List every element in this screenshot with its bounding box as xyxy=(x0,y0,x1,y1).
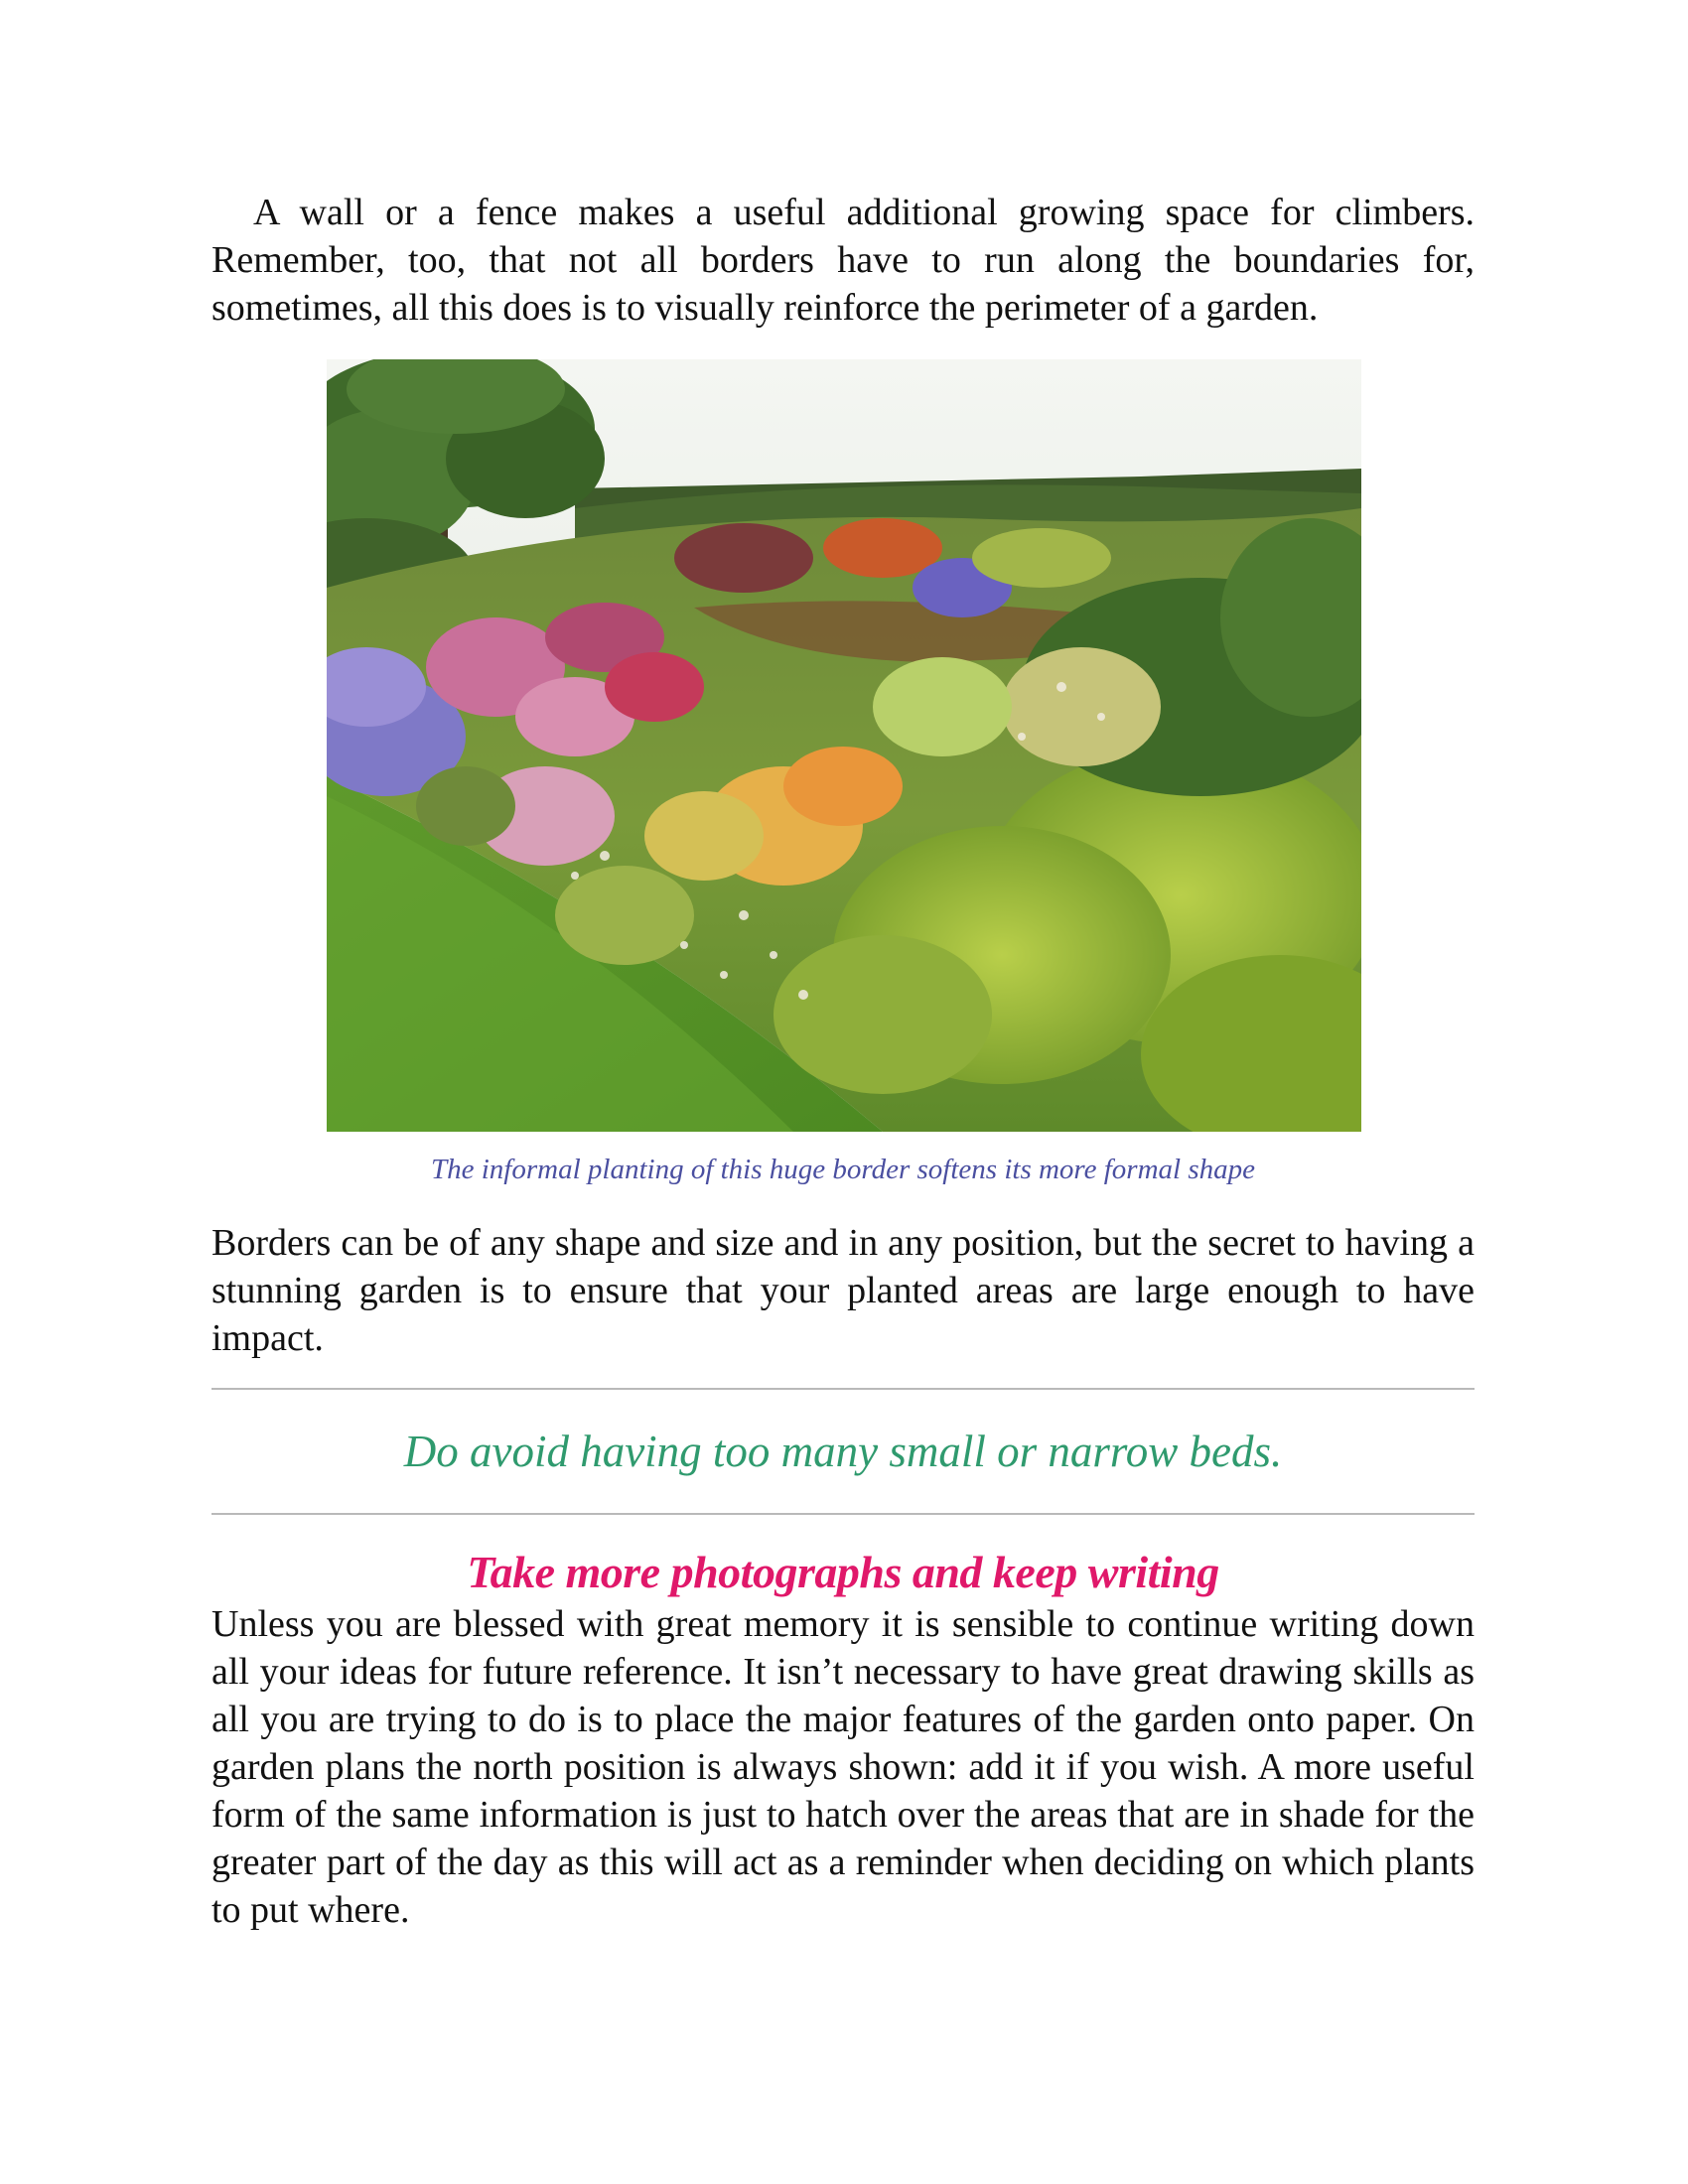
section-heading: Take more photographs and keep writing xyxy=(467,1547,1219,1597)
photographs-paragraph: Unless you are blessed with great memory it is sensible to continue writing down all your ideas for future reference. It isn’t necessary to have great drawing skills as all you are trying to do is to place the major features of the garden onto paper. On garden plans the north position is always shown: add it if you wish. A more useful form of the same information is just to hatch over the areas that are in shade for the greater part of the day as this will act as a reminder when deciding on which plants to put where. xyxy=(211,1603,1475,1931)
figure-caption: The informal planting of this huge border softens its more formal shape xyxy=(431,1154,1255,1185)
tip-top-rule xyxy=(211,1388,1475,1390)
page-content xyxy=(211,189,1475,1934)
tip-bottom-rule xyxy=(211,1513,1475,1515)
tip-callout: Do avoid having too many small or narrow beds. xyxy=(403,1427,1283,1476)
borders-paragraph: Borders can be of any shape and size and in any position, but the secret to having a stunning garden is to ensure that your planted areas are large enough to have impact. xyxy=(211,1222,1475,1359)
garden-border-photo xyxy=(327,359,1361,1132)
intro-paragraph: A wall or a fence makes a useful additional growing space for climbers. Remember, too, that not all borders have to run along the boundaries for, sometimes, all this does is to visually reinforce the perimeter of a garden. xyxy=(211,192,1475,329)
